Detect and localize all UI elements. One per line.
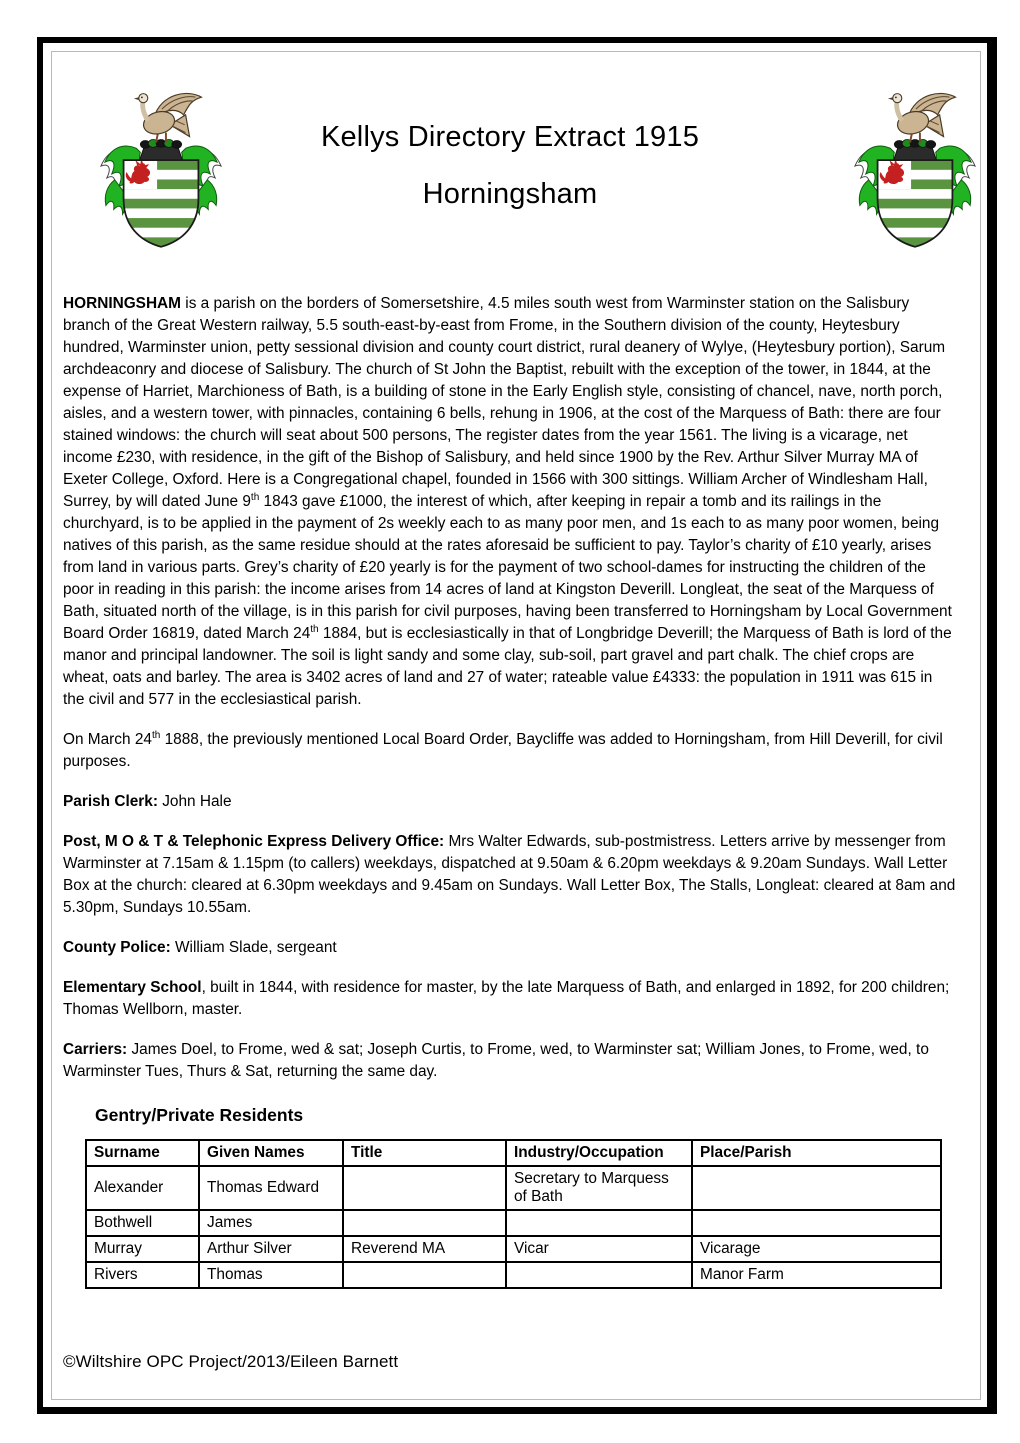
table-cell: Secretary to Marquess of Bath: [506, 1166, 692, 1210]
table-cell: Thomas: [199, 1262, 343, 1288]
table-cell: Vicar: [506, 1236, 692, 1262]
residents-table-body: [86, 1166, 941, 1288]
paragraph-text: On March 24: [63, 731, 152, 748]
paragraph-label: Post, M O & T & Telephonic Express Delivery Office:: [63, 833, 445, 850]
parish-clerk: [63, 791, 957, 813]
paragraph-text: 1888, the previously mentioned Local Board Order, Baycliffe was added to Horningsham, from Hill Deverill, for civil purposes.: [63, 731, 943, 770]
table-row: [86, 1236, 941, 1262]
table-cell: [343, 1262, 506, 1288]
table-row: [86, 1262, 941, 1288]
header-cell: Industry/Occupation: [506, 1140, 692, 1166]
paragraph-text: John Hale: [157, 793, 232, 810]
county-police: [63, 937, 957, 959]
paragraph-text: , built in 1844, with residence for master, by the late Marquess of Bath, and enlarged in 1892, for 200 children; Thomas Wellborn, master.: [63, 979, 950, 1018]
copyright-text: ©Wiltshire OPC Project/2013/Eileen Barnett: [63, 1352, 399, 1371]
table-cell: Rivers: [86, 1262, 199, 1288]
paragraph-label: HORNINGSHAM: [63, 295, 181, 312]
table-cell: Manor Farm: [692, 1262, 941, 1288]
header-cell: Given Names: [199, 1140, 343, 1166]
table-cell: Murray: [86, 1236, 199, 1262]
paragraph-label: Carriers:: [63, 1041, 128, 1058]
table-cell: [343, 1166, 506, 1210]
table-cell: Alexander: [86, 1166, 199, 1210]
post-office: [63, 831, 957, 919]
table-row: [86, 1210, 941, 1236]
paragraph-text: 1884, but is ecclesiastically in that of Longbridge Deverill; the Marquess of Bath is lord of the manor and principal landowner. The soil is light sandy and some clay, sub-soil, part gravel and part chalk. The chief crops are wheat, oats and barley. The area is 3402 acres of land and 27 of water; rateable value £4333: the population in 1911 was 615 in the civil and 577 in the ecclesiastical parish.: [63, 625, 952, 708]
paragraph-label: Parish Clerk:: [63, 793, 158, 810]
table-cell: Thomas Edward: [199, 1166, 343, 1210]
paragraph-text: 1843 gave £1000, the interest of which, after keeping in repair a tomb and its railings in the churchyard, is to be applied in the payment of 2s weekly each to as many poor men, and 1s each to as many poor women, being natives of this parish, as the same residue should at the rates aforesaid be sufficient to pay. Taylor’s charity of £10 yearly, arises from land in various parts. Grey’s charity of £20 yearly is for the payment of two school-dames for instructing the children of the poor in reading in this parish: the income arises from 14 acres of land at Kingston Deverill. Longleat, the seat of the Marquess of Bath, situated north of the village, is in this parish for civil purposes, having been transferred to Horningsham by Local Government Board Order 16819, dated March 24: [63, 493, 952, 642]
paragraph-label: County Police:: [63, 939, 171, 956]
paragraph-text: th: [310, 623, 319, 635]
document-title: Kellys Directory Extract 1915: [320, 121, 700, 153]
header-cell: Place/Parish: [692, 1140, 941, 1166]
paragraph-text: James Doel, to Frome, wed & sat; Joseph Curtis, to Frome, wed, to Warminster sat; William Jones, to Frome, wed, to Warminster Tues, Thurs & Sat, returning the same day.: [63, 1041, 929, 1080]
table-cell: [692, 1166, 941, 1210]
table-cell: Bothwell: [86, 1210, 199, 1236]
elementary-school: [63, 977, 957, 1021]
carriers: [63, 1039, 957, 1083]
table-cell: Reverend MA: [343, 1236, 506, 1262]
table-cell: [692, 1210, 941, 1236]
header-cell: Title: [343, 1140, 506, 1166]
table-header-row: [86, 1140, 941, 1166]
paragraph-text: is a parish on the borders of Somersetshire, 4.5 miles south west from Warminster station on the Salisbury branch of the Great Western railway, 5.5 south-east-by-east from Frome, in the Southern division of the county, Heytesbury hundred, Warminster union, petty sessional division and county court district, rural deanery of Wylye, (Heytesbury portion), Sarum archdeaconry and diocese of Salisbury. The church of St John the Baptist, rebuilt with the exception of the tower, in 1844, at the expense of Harriet, Marchioness of Bath, is a building of stone in the Early English style, consisting of chancel, nave, north porch, aisles, and a western tower, with pinnacles, containing 6 bells, rehung in 1906, at the cost of the Marquess of Bath: there are four stained windows: the church will seat about 500 persons, The register dates from the year 1561. The living is a vicarage, net income £230, with residence, in the gift of the Bishop of Salisbury, and held since 1900 by the Rev. Arthur Silver Murray MA of Exeter College, Oxford. Here is a Congregational chapel, founded in 1566 with 300 sittings. William Archer of Windlesham Hall, Surrey, by will dated June 9: [63, 295, 946, 510]
paragraph-text: th: [151, 729, 161, 741]
parish-description: [63, 293, 957, 711]
body-paragraphs: [63, 293, 957, 1083]
paragraph-text: th: [250, 491, 260, 503]
residents-table-head: [86, 1140, 941, 1166]
document-body: [63, 293, 957, 1289]
table-cell: Arthur Silver: [199, 1236, 343, 1262]
paragraph-text: William Slade, sergeant: [170, 939, 337, 956]
title-block: [0, 122, 1020, 209]
paragraph-text: Mrs Walter Edwards, sub-postmistress. Letters arrive by messenger from Warminster at 7.15am & 1.15pm (to callers) weekdays, dispatched at 9.50am & 6.20pm weekdays & 9.20am Sundays. Wall Letter Box at the church: cleared at 6.30pm weekdays and 9.45am on Sundays. Wall Letter Box, The Stalls, Longleat: cleared at 8am and 5.30pm, Sundays 10.55am.: [63, 833, 956, 916]
residents-table: [85, 1139, 942, 1289]
table-cell: [506, 1210, 692, 1236]
header-cell: Surname: [86, 1140, 199, 1166]
board-order-note: [63, 729, 957, 773]
residents-heading: Gentry/Private Residents: [95, 1105, 304, 1125]
table-cell: [506, 1262, 692, 1288]
paragraph-label: Elementary School: [63, 979, 202, 996]
table-cell: [343, 1210, 506, 1236]
table-cell: James: [199, 1210, 343, 1236]
table-cell: Vicarage: [692, 1236, 941, 1262]
document-subtitle: Horningsham: [422, 178, 598, 210]
table-row: [86, 1166, 941, 1210]
